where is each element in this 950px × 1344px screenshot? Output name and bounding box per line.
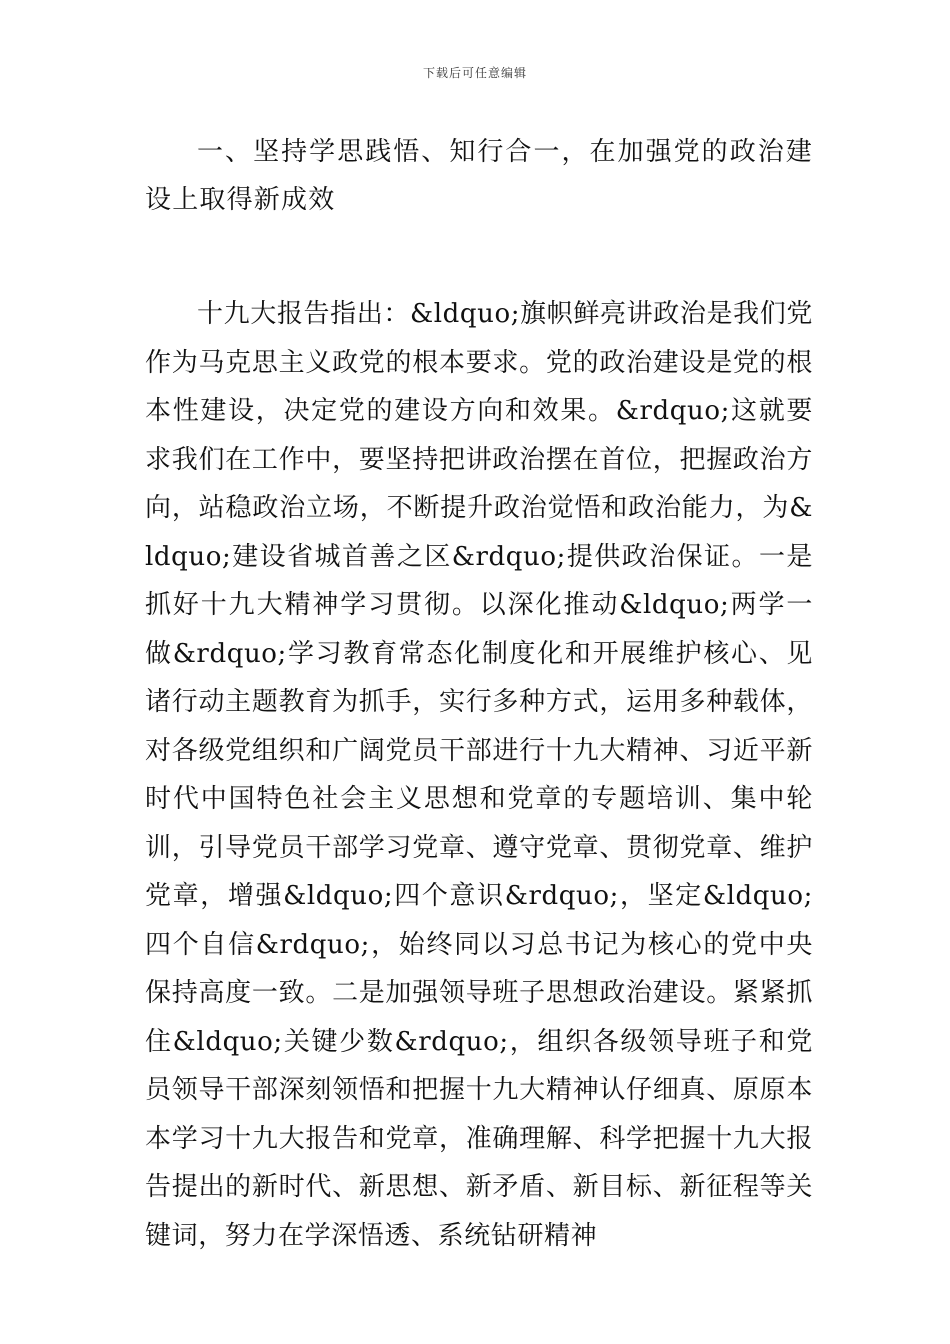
section-heading: 一、坚持学思践悟、知行合一，在加强党的政治建设上取得新成效 xyxy=(145,137,813,215)
document-content xyxy=(145,128,813,1260)
body-paragraph: 十九大报告指出：&ldquo;旗帜鲜亮讲政治是我们党作为马克思主义政党的根本要求。党的政治建设是党的根本性建设，决定党的建设方向和效果。&rdquo;这就要求我们在工作中，要坚持把讲政治摆在首位，把握政治方向，站稳政治立场，不断提升政治觉悟和政治能力，为&ldquo;建设省城首善之区&rdquo;提供政治保证。一是抓好十九大精神学习贯彻。以深化推动&ldquo;两学一做&rdquo;学习教育常态化制度化和开展维护核心、见诸行动主题教育为抓手，实行多种方式，运用多种载体，对各级党组织和广阔党员干部进行十九大精神、习近平新时代中国特色社会主义思想和党章的专题培训、集中轮训，引导党员干部学习党章、遵守党章、贯彻党章、维护党章，增强&ldquo;四个意识&rdquo;，坚定&ldquo;四个自信&rdquo;，始终同以习总书记为核心的党中央保持高度一致。二是加强领导班子思想政治建设。紧紧抓住&ldquo;关键少数&rdquo;，组织各级领导班子和党员领导干部深刻领悟和把握十九大精神认仔细真、原原本本学习十九大报告和党章，准确理解、科学把握十九大报告提出的新时代、新思想、新矛盾、新目标、新征程等关键词，努力在学深悟透、系统钻研精神 xyxy=(145,299,813,1251)
page-header-note: 下载后可任意编辑 xyxy=(422,66,527,80)
